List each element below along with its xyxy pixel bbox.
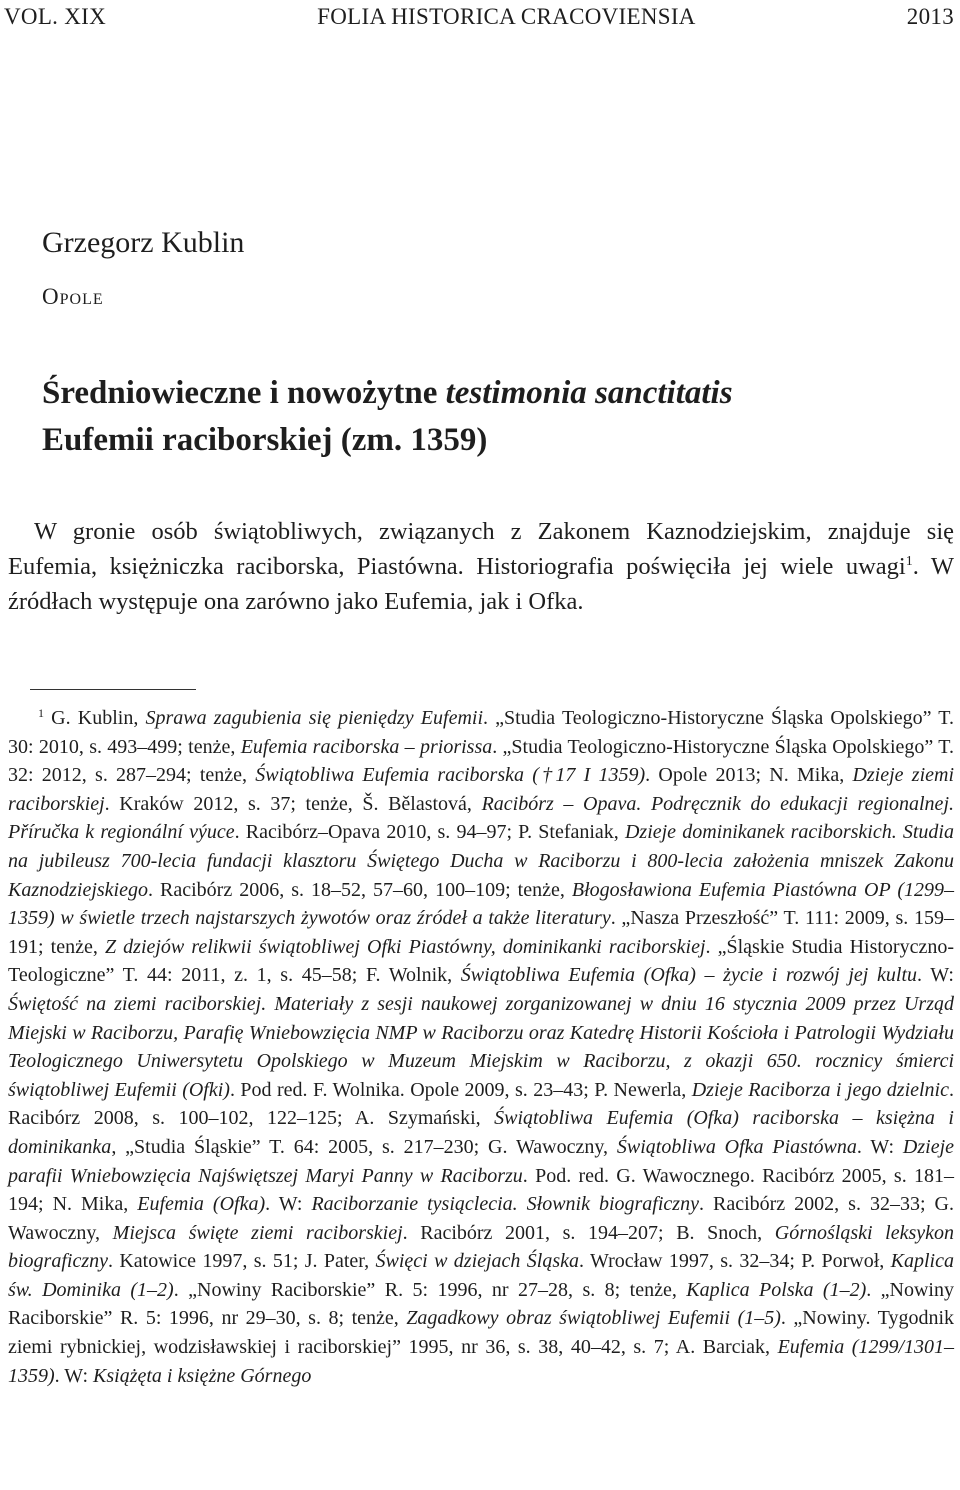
footnote-text: , „Studia Śląskie” T. 64: 2005, s. 217–230; G. Wawoczny, — [111, 1135, 617, 1158]
footnote-title-italic: Dzieje Raciborza i jego dzielnic — [691, 1078, 949, 1101]
footnote-title-italic: Sprawa zagubienia się pieniędzy Eufemii — [145, 707, 484, 729]
footnote-text: . Racibórz 2002, s. 32–33; G. Wawoczny, — [8, 1193, 954, 1244]
footnote-text: G. Kublin, — [44, 707, 146, 729]
footnote-title-italic: Eufemia (Ofka) — [137, 1193, 266, 1216]
footnote-title-italic: Górnośląski leksykon biograficzny — [8, 1221, 954, 1273]
title-part-1: Średniowieczne i nowożytne — [42, 375, 446, 411]
footnote-title-italic: Dzieje ziemi raciborskiej — [8, 764, 955, 815]
body-paragraph — [8, 514, 954, 619]
footnote-text: . Katowice 1997, s. 51; J. Pater, — [108, 1250, 376, 1273]
footnote-text: . „Nowiny Raciborskie” R. 5: 1996, nr 29–30, s. 8; tenże, — [8, 1278, 954, 1330]
footnote-text: . W: — [856, 1135, 903, 1158]
footnote-separator — [30, 689, 196, 690]
footnote-text: . Pod. red. G. Wawocznego. Racibórz 2005, s. 181–194; N. Mika, — [8, 1164, 954, 1216]
footnote-title-italic: Kaplica Polska (1–2) — [686, 1278, 867, 1301]
journal-title: FOLIA HISTORICA CRACOVIENSIA — [317, 4, 696, 29]
footnote-text: . Racibórz–Opava 2010, s. 94–97; P. Stefaniak, — [234, 821, 625, 844]
footnote-title-italic: Zagadkowy obraz świątobliwej Eufemii (1–5) — [406, 1307, 781, 1330]
footnote-text: . „Studia Teologiczno-Historyczne Śląska Opolskiego” T. 32: 2012, s. 287–294; tenże, — [8, 735, 955, 787]
footnote-title-italic: Dzieje dominikanek raciborskich. Studia na jubileusz 700-lecia fundacji klasztoru Świętego Ducha w Raciborzu i 800-lecia założenia mniszek Zakonu Kaznodziejskiego — [8, 821, 954, 901]
footnote-title-italic: Świątobliwa Eufemia (Ofka) – życie i rozwój jej kultu — [460, 964, 917, 987]
footnote-title-italic: Z dziejów relikwii świątobliwej Ofki Piastówny, dominikanki raciborskiej — [104, 935, 706, 958]
footnote-title-italic: Dzieje parafii Wniebowzięcia Najświętszej Maryi Panny w Raciborzu — [8, 1135, 954, 1187]
footnote-title-italic: Świątobliwa Ofka Piastówna — [616, 1135, 857, 1158]
footnote-text: . „Studia Teologiczno-Historyczne Śląska Opolskiego” T. 30: 2010, s. 493–499; tenże, — [8, 707, 955, 758]
footnote-title-italic: Świątobliwa Eufemia raciborska (†17 I 1359) — [255, 764, 646, 787]
author-affiliation: Opole — [42, 284, 104, 309]
footnote-title-italic: Świętość na ziemi raciborskiej. Materiały z sesji naukowej zorganizowanej w dniu 16 stycznia 2009 przez Urząd Miejski w Raciborzu, Parafię Wniebowzięcia NMP w Raciborzu oraz Katedrę Historii Kościoła i Patrologii Wydziału Teologicznego Uniwersytetu Opolskiego w Muzeum Miejskim w Raciborzu, z okazji 650. rocznicy śmierci świątobliwej Eufemii (Ofki) — [8, 992, 954, 1101]
footnote-title-italic: Eufemia (1299/1301–1359) — [8, 1336, 955, 1387]
author-name: Grzegorz Kublin — [42, 226, 245, 259]
footnote-title-italic: Święci w dziejach Śląska — [375, 1250, 580, 1273]
footnote-text: . „Nasza Przeszłość” T. 111: 2009, s. 159–191; tenże, — [8, 907, 954, 958]
footnote-title-italic: Książęta i księżne Górnego — [93, 1364, 312, 1387]
footnote-text: . Wrocław 1997, s. 32–34; P. Porwoł, — [579, 1250, 891, 1273]
footnote-1 — [8, 704, 954, 1390]
year-label: 2013 — [906, 4, 954, 29]
footnote-title-italic: Kaplica św. Dominika (1–2) — [8, 1250, 954, 1301]
footnote-text: . „Nowiny. Tygodnik ziemi rybnickiej, wodzisławskiej i raciborskiej” 1995, nr 36, s. 38, 40–42, s. 7; A. Barciak, — [8, 1307, 954, 1359]
body-text-2: . W źródłach występuje ona zarówno jako Eufemia, jak i Ofka. — [8, 553, 954, 615]
title-line-2: Eufemii raciborskiej (zm. 1359) — [42, 422, 488, 458]
footnote-title-italic: Błogosławiona Eufemia Piastówna OP (1299–1359) w świetle trzech najstarszych żywotów oraz źródeł a także literatury — [8, 878, 954, 930]
title-part-2-italic: testimonia sanctitatis — [445, 375, 733, 411]
article-title — [42, 370, 940, 464]
footnote-text: . Opole 2013; N. Mika, — [645, 764, 853, 787]
footnote-text: . W: — [54, 1364, 94, 1387]
running-head — [4, 2, 954, 32]
body-text-1: W gronie osób świątobliwych, związanych z Zakonem Kaznodziejskim, znajduje się Eufemia, księżniczka raciborska, Piastówna. Historiografia poświęciła jej wiele uwagi — [8, 518, 954, 580]
footnote-number: 1 — [38, 706, 44, 720]
footnote-text: . Racibórz 2001, s. 194–207; B. Snoch, — [402, 1221, 775, 1244]
footnote-text: . Kraków 2012, s. 37; tenże, Š. Bělastová, — [104, 792, 482, 815]
footnote-title-italic: Eufemia raciborska – priorissa — [240, 735, 493, 758]
footnote-text: . W: — [917, 964, 954, 987]
footnote-text: . W: — [265, 1193, 312, 1216]
footnote-text: . Pod red. F. Wolnika. Opole 2009, s. 23–43; P. Newerla, — [229, 1078, 692, 1101]
footnote-text: . Racibórz 2008, s. 100–102, 122–125; A. Szymański, — [8, 1078, 954, 1130]
footnote-reference[interactable]: 1 — [905, 554, 913, 569]
footnote-text: . „Śląskie Studia Historyczno-Teologiczne” T. 44: 2011, z. 1, s. 45–58; F. Wolnik, — [8, 935, 954, 987]
footnote-title-italic: Racibórz – Opava. Podręcznik do edukacji regionalnej. Příručka k regionální výuce — [8, 792, 954, 844]
volume-label: VOL. XIX — [4, 4, 107, 29]
footnote-title-italic: Miejsca święte ziemi raciborskiej — [112, 1221, 403, 1244]
footnote-title-italic: Świątobliwa Eufemia (Ofka) raciborska – księżna i dominikanka — [8, 1107, 954, 1158]
footnote-text: . „Nowiny Raciborskie” R. 5: 1996, nr 27–28, s. 8; tenże, — [173, 1278, 687, 1301]
footnote-title-italic: Raciborzanie tysiąclecia. Słownik biograficzny — [311, 1193, 699, 1216]
footnote-text: . Racibórz 2006, s. 18–52, 57–60, 100–109; tenże, — [148, 878, 572, 901]
